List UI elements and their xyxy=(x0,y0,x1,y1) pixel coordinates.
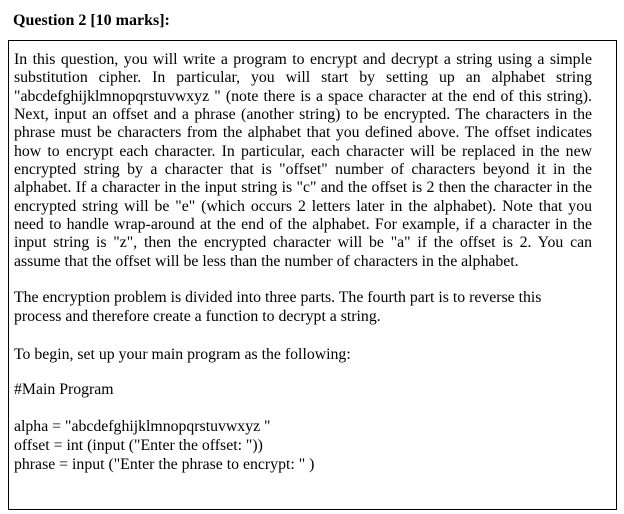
intro-paragraph: In this question, you will write a program to encrypt and decrypt a string using a simple substitution cipher. In particular, you will start by setting up an alphabet string "abcdefghijklmnopqrstuvwxyz " (note there is a space character at the end of this string). Next, input an offset and a phrase (another string) to be encrypted. The characters in the phrase must be characters from the alphabet that you defined above. The offset indicates how to encrypt each character. In particular, each character will be replaced in the new encrypted string by a character that is "offset" number of characters beyond it in the alphabet. If a character in the input string is "c" and the offset is 2 then the character in the encrypted string will be "e" (which occurs 2 letters later in the alphabet). Note that you need to handle wrap-around at the end of the alphabet. For example, if a character in the input string is "z", then the encrypted character will be "a" if the offset is 2. You can assume that the offset will be less than the number of characters in the alphabet. xyxy=(14,51,592,270)
question-heading: Question 2 [10 marks]: xyxy=(13,12,170,29)
parts-paragraph: The encryption problem is divided into three parts. The fourth part is to reverse this process and therefore create a function to decrypt a string. xyxy=(14,289,542,325)
code-block xyxy=(14,417,314,474)
main-program-comment: #Main Program xyxy=(14,381,114,398)
code-line-phrase: phrase = input ("Enter the phrase to encrypt: " ) xyxy=(14,456,315,473)
code-line-alpha: alpha = "abcdefghijklmnopqrstuvwxyz " xyxy=(14,418,271,435)
code-line-offset: offset = int (input ("Enter the offset: ")) xyxy=(14,437,263,454)
begin-instruction: To begin, set up your main program as the following: xyxy=(14,346,351,363)
